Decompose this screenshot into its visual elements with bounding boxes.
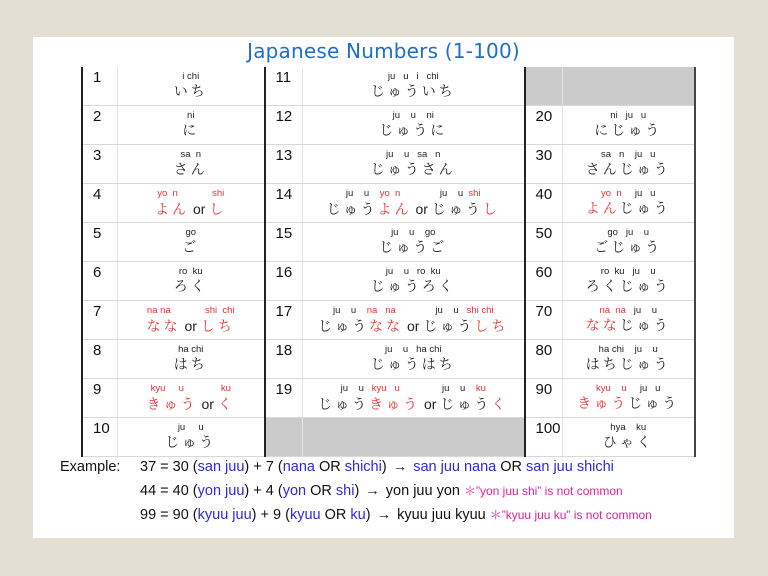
reading-cell <box>303 67 525 106</box>
example-segment: ) + 9 ( <box>251 507 290 523</box>
reading-cell <box>118 418 265 457</box>
romaji-segment: ro ku <box>178 266 203 277</box>
example-segment: ) <box>381 459 387 475</box>
hiragana-segment: じゅうはち <box>370 357 456 373</box>
example-segment: ) + 7 ( <box>244 459 283 475</box>
romaji-reading <box>118 340 264 356</box>
hiragana-segment: く <box>491 397 509 413</box>
hiragana-segment: きゅう <box>369 397 421 413</box>
example-segment: ) + 4 ( <box>244 483 283 499</box>
hiragana-reading <box>563 434 694 453</box>
example-segment: 99 = 90 ( <box>140 507 198 523</box>
reading-cell <box>303 379 525 418</box>
reading-cell <box>303 184 525 223</box>
example-segment: OR <box>496 459 527 475</box>
hiragana-reading <box>118 356 264 375</box>
reading-cell <box>118 301 265 340</box>
romaji-reading <box>563 340 694 356</box>
hiragana-reading <box>303 278 524 297</box>
hiragana-segment: よん <box>585 201 620 217</box>
hiragana-reading <box>563 356 694 375</box>
hiragana-reading <box>303 239 524 258</box>
romaji-reading <box>118 418 264 434</box>
romaji-reading <box>563 379 694 395</box>
hiragana-segment: きゅう <box>577 396 629 412</box>
reading-cell <box>118 145 265 184</box>
example-label: Example: <box>60 459 121 475</box>
hiragana-segment: ろくじゅう <box>585 279 671 295</box>
romaji-segment: ju u <box>621 188 656 199</box>
romaji-segment: ju u sa n <box>386 149 441 160</box>
table-row <box>82 418 695 457</box>
hiragana-reading <box>563 278 694 297</box>
number-cell: 19 <box>265 379 303 418</box>
reading-cell <box>563 223 695 262</box>
hiragana-reading <box>563 200 694 219</box>
hiragana-segment: し <box>209 202 227 218</box>
romaji-reading <box>563 262 694 278</box>
hiragana-reading <box>118 395 264 415</box>
slide-card <box>33 37 734 538</box>
hiragana-segment: なな <box>146 319 181 335</box>
number-cell: 90 <box>525 379 563 418</box>
hiragana-segment: ひゃく <box>602 435 654 451</box>
hiragana-segment: よん <box>155 202 190 218</box>
hiragana-segment: ご <box>182 240 200 256</box>
romaji-segment: ni <box>187 110 195 121</box>
table-row <box>82 223 695 262</box>
romaji-reading <box>303 67 524 83</box>
reading-cell <box>118 379 265 418</box>
empty-cell <box>303 418 525 457</box>
hiragana-reading <box>118 239 264 258</box>
example-segment: shi <box>335 483 355 499</box>
hiragana-reading <box>563 122 694 141</box>
hiragana-segment: じゅういち <box>370 84 456 100</box>
romaji-segment: shi chi <box>205 305 235 316</box>
hiragana-segment: じゅうさん <box>370 162 456 178</box>
example-segment: kyuu <box>289 507 321 523</box>
table-row <box>82 67 695 106</box>
hiragana-segment: じゅう <box>165 435 217 451</box>
romaji-segment: na na <box>599 305 626 316</box>
reading-cell <box>563 145 695 184</box>
example-line <box>60 503 652 527</box>
hiragana-segment: じゅう <box>318 397 370 413</box>
reading-cell <box>118 223 265 262</box>
example-segment: yon juu yon <box>385 483 464 499</box>
romaji-reading <box>118 223 264 239</box>
hiragana-reading <box>303 122 524 141</box>
number-cell: 1 <box>82 67 118 106</box>
hiragana-segment: じゅうろく <box>370 279 456 295</box>
note-text: ＊”kyuu juu ku” is not common <box>489 508 652 522</box>
hiragana-reading <box>303 161 524 180</box>
romaji-reading <box>118 262 264 278</box>
romaji-segment <box>171 305 205 316</box>
hiragana-reading <box>303 395 524 415</box>
examples-section <box>60 455 652 527</box>
example-segment: 37 = 30 ( <box>140 459 198 475</box>
romaji-segment: ju u <box>395 305 467 316</box>
example-segment: san juu <box>197 459 245 475</box>
example-segment: 44 = 40 ( <box>140 483 198 499</box>
reading-cell <box>303 340 525 379</box>
reading-cell <box>563 262 695 301</box>
example-segment: ) <box>354 483 360 499</box>
hiragana-segment: じゅう <box>326 202 378 218</box>
example-line <box>60 479 652 503</box>
example-segment: nana <box>282 459 315 475</box>
hiragana-segment: ろく <box>173 279 208 295</box>
romaji-segment: ju u go <box>391 227 436 238</box>
reading-cell <box>303 262 525 301</box>
romaji-segment: yo n <box>157 188 178 199</box>
hiragana-reading <box>118 83 264 102</box>
romaji-segment: ju u ha chi <box>384 344 442 355</box>
example-segment: san juu shichi <box>526 459 614 475</box>
number-cell: 13 <box>265 145 303 184</box>
hiragana-or-word: or <box>403 318 424 334</box>
example-segment: OR <box>314 459 345 475</box>
hiragana-segment: よん <box>377 202 412 218</box>
hiragana-segment: し <box>482 202 500 218</box>
hiragana-reading <box>303 356 524 375</box>
romaji-segment: shi <box>468 188 481 199</box>
number-cell: 9 <box>82 379 118 418</box>
number-cell: 2 <box>82 106 118 145</box>
hiragana-reading <box>563 239 694 258</box>
hiragana-segment: ごじゅう <box>594 240 663 256</box>
romaji-segment: sa n ju u <box>601 149 656 160</box>
example-segment: OR <box>320 507 351 523</box>
reading-cell <box>303 106 525 145</box>
example-line <box>60 455 652 479</box>
number-cell: 30 <box>525 145 563 184</box>
table-row <box>82 106 695 145</box>
hiragana-segment: く <box>217 397 235 413</box>
number-cell: 16 <box>265 262 303 301</box>
number-cell: 12 <box>265 106 303 145</box>
number-cell: 14 <box>265 184 303 223</box>
romaji-reading <box>563 145 694 161</box>
number-cell: 17 <box>265 301 303 340</box>
hiragana-reading <box>303 200 524 220</box>
number-cell: 5 <box>82 223 118 262</box>
hiragana-segment: なな <box>369 319 404 335</box>
hiragana-segment: はち <box>173 357 208 373</box>
reading-cell <box>563 379 695 418</box>
hiragana-reading <box>563 161 694 180</box>
reading-cell <box>118 67 265 106</box>
hiragana-or-word: or <box>189 201 210 217</box>
example-segment: yon <box>282 483 307 499</box>
romaji-segment: ro ku ju u <box>600 266 656 277</box>
number-cell <box>525 67 563 106</box>
romaji-segment: ju u <box>340 383 372 394</box>
romaji-reading <box>563 223 694 239</box>
hiragana-segment: しち <box>200 319 235 335</box>
romaji-segment: kyu u <box>371 383 400 394</box>
reading-cell <box>303 145 525 184</box>
hiragana-segment: きゅう <box>146 397 198 413</box>
hiragana-segment: に <box>182 123 200 139</box>
hiragana-segment: じゅう <box>440 397 492 413</box>
hiragana-or-word: or <box>180 318 201 334</box>
reading-cell <box>563 340 695 379</box>
romaji-reading <box>303 262 524 278</box>
hiragana-segment: さん <box>173 162 208 178</box>
hiragana-segment: じゅう <box>423 319 475 335</box>
hiragana-segment: じゅう <box>628 396 680 412</box>
romaji-segment: ju u <box>177 422 204 433</box>
romaji-segment: yo n <box>601 188 622 199</box>
hiragana-segment: じゅう <box>619 318 671 334</box>
number-cell: 10 <box>82 418 118 457</box>
hiragana-reading <box>563 317 694 336</box>
romaji-segment: go ju u <box>607 227 650 238</box>
reading-cell <box>118 340 265 379</box>
romaji-reading <box>118 301 264 317</box>
hiragana-segment: さんじゅう <box>585 162 671 178</box>
arrow-icon: → <box>365 483 380 499</box>
romaji-segment: na na <box>366 305 396 316</box>
number-cell: 40 <box>525 184 563 223</box>
romaji-reading <box>118 379 264 395</box>
note-text: ＊”yon juu shi” is not common <box>463 484 623 498</box>
table-row <box>82 184 695 223</box>
romaji-segment: shi chi <box>466 305 494 316</box>
number-cell: 4 <box>82 184 118 223</box>
arrow-icon: → <box>392 459 408 475</box>
number-cell: 60 <box>525 262 563 301</box>
hiragana-reading <box>563 395 694 414</box>
numbers-table-body <box>82 67 695 457</box>
empty-cell <box>563 67 695 106</box>
table-row <box>82 262 695 301</box>
romaji-segment: ju u <box>626 383 661 394</box>
romaji-segment: ha chi ju u <box>598 344 658 355</box>
romaji-segment: go <box>185 227 197 238</box>
reading-cell <box>563 418 695 457</box>
number-cell: 70 <box>525 301 563 340</box>
romaji-segment: ju u <box>400 188 469 199</box>
hiragana-or-word: or <box>197 396 218 412</box>
example-segment: yon juu <box>197 483 245 499</box>
romaji-reading <box>303 379 524 395</box>
hiragana-reading <box>118 200 264 220</box>
romaji-reading <box>303 106 524 122</box>
romaji-segment: kyu u <box>596 383 627 394</box>
number-cell: 20 <box>525 106 563 145</box>
example-segment: kyuu juu <box>197 507 252 523</box>
number-cell: 18 <box>265 340 303 379</box>
reading-cell <box>563 184 695 223</box>
hiragana-or-word: or <box>420 396 441 412</box>
example-segment: kyuu juu kyuu <box>397 507 490 523</box>
table-row <box>82 145 695 184</box>
number-cell: 6 <box>82 262 118 301</box>
hiragana-reading <box>118 161 264 180</box>
hiragana-segment: いち <box>173 84 208 100</box>
romaji-reading <box>303 184 524 200</box>
romaji-reading <box>563 301 694 317</box>
reading-cell <box>563 301 695 340</box>
romaji-segment <box>178 188 212 199</box>
example-segment: OR <box>306 483 336 499</box>
hiragana-or-word: or <box>411 201 432 217</box>
romaji-segment: ju u <box>399 383 476 394</box>
romaji-segment: ha chi <box>178 344 204 355</box>
romaji-segment: ni ju u <box>610 110 647 121</box>
reading-cell <box>303 301 525 340</box>
romaji-segment: hya ku <box>610 422 647 433</box>
table-row <box>82 379 695 418</box>
romaji-reading <box>118 106 264 122</box>
hiragana-reading <box>118 122 264 141</box>
hiragana-segment: じゅう <box>619 201 671 217</box>
hiragana-reading <box>303 317 524 337</box>
reading-cell <box>303 223 525 262</box>
hiragana-segment: じゅうご <box>379 240 448 256</box>
table-row <box>82 301 695 340</box>
romaji-segment: ju u <box>345 188 380 199</box>
romaji-reading <box>118 184 264 200</box>
romaji-reading <box>303 340 524 356</box>
number-cell: 50 <box>525 223 563 262</box>
hiragana-reading <box>118 278 264 297</box>
example-segment: san juu nana <box>413 459 497 475</box>
romaji-segment: ku <box>475 383 486 394</box>
romaji-segment: i chi <box>182 71 200 82</box>
number-cell: 8 <box>82 340 118 379</box>
romaji-segment <box>184 383 221 394</box>
reading-cell <box>118 106 265 145</box>
romaji-reading <box>563 106 694 122</box>
romaji-reading <box>118 145 264 161</box>
page-title: Japanese Numbers (1-100) <box>247 39 520 63</box>
hiragana-segment: はちじゅう <box>585 357 671 373</box>
romaji-segment: ju u ni <box>392 110 434 121</box>
hiragana-reading <box>118 317 264 337</box>
romaji-segment: ku <box>220 383 231 394</box>
reading-cell <box>118 262 265 301</box>
example-segment: ku <box>350 507 366 523</box>
hiragana-segment: じゅう <box>431 202 483 218</box>
romaji-segment: ju u <box>625 305 658 316</box>
number-cell: 100 <box>525 418 563 457</box>
reading-cell <box>563 106 695 145</box>
romaji-reading <box>303 301 524 317</box>
romaji-reading <box>563 418 694 434</box>
romaji-reading <box>303 223 524 239</box>
romaji-reading <box>303 145 524 161</box>
number-cell: 11 <box>265 67 303 106</box>
table-row <box>82 340 695 379</box>
hiragana-segment: にじゅう <box>594 123 663 139</box>
hiragana-segment: じゅうに <box>379 123 448 139</box>
example-segment: shichi <box>344 459 382 475</box>
number-cell <box>265 418 303 457</box>
romaji-segment: ju u ro ku <box>385 266 441 277</box>
romaji-segment: kyu u <box>150 383 184 394</box>
romaji-segment: sa n <box>180 149 202 160</box>
hiragana-reading <box>118 434 264 453</box>
number-cell: 3 <box>82 145 118 184</box>
example-segment: ) <box>365 507 371 523</box>
romaji-reading <box>563 184 694 200</box>
romaji-reading <box>118 67 264 83</box>
romaji-segment: shi <box>212 188 225 199</box>
hiragana-segment: なな <box>585 318 620 334</box>
number-cell: 15 <box>265 223 303 262</box>
hiragana-segment: しち <box>474 319 509 335</box>
romaji-segment: ju u i chi <box>387 71 439 82</box>
number-cell: 80 <box>525 340 563 379</box>
romaji-segment: ju u <box>332 305 367 316</box>
reading-cell <box>118 184 265 223</box>
hiragana-reading <box>303 83 524 102</box>
hiragana-segment: じゅう <box>318 319 370 335</box>
numbers-table <box>81 67 696 457</box>
romaji-segment: yo n <box>379 188 401 199</box>
romaji-segment: na na <box>146 305 171 316</box>
arrow-icon: → <box>376 507 392 523</box>
number-cell: 7 <box>82 301 118 340</box>
